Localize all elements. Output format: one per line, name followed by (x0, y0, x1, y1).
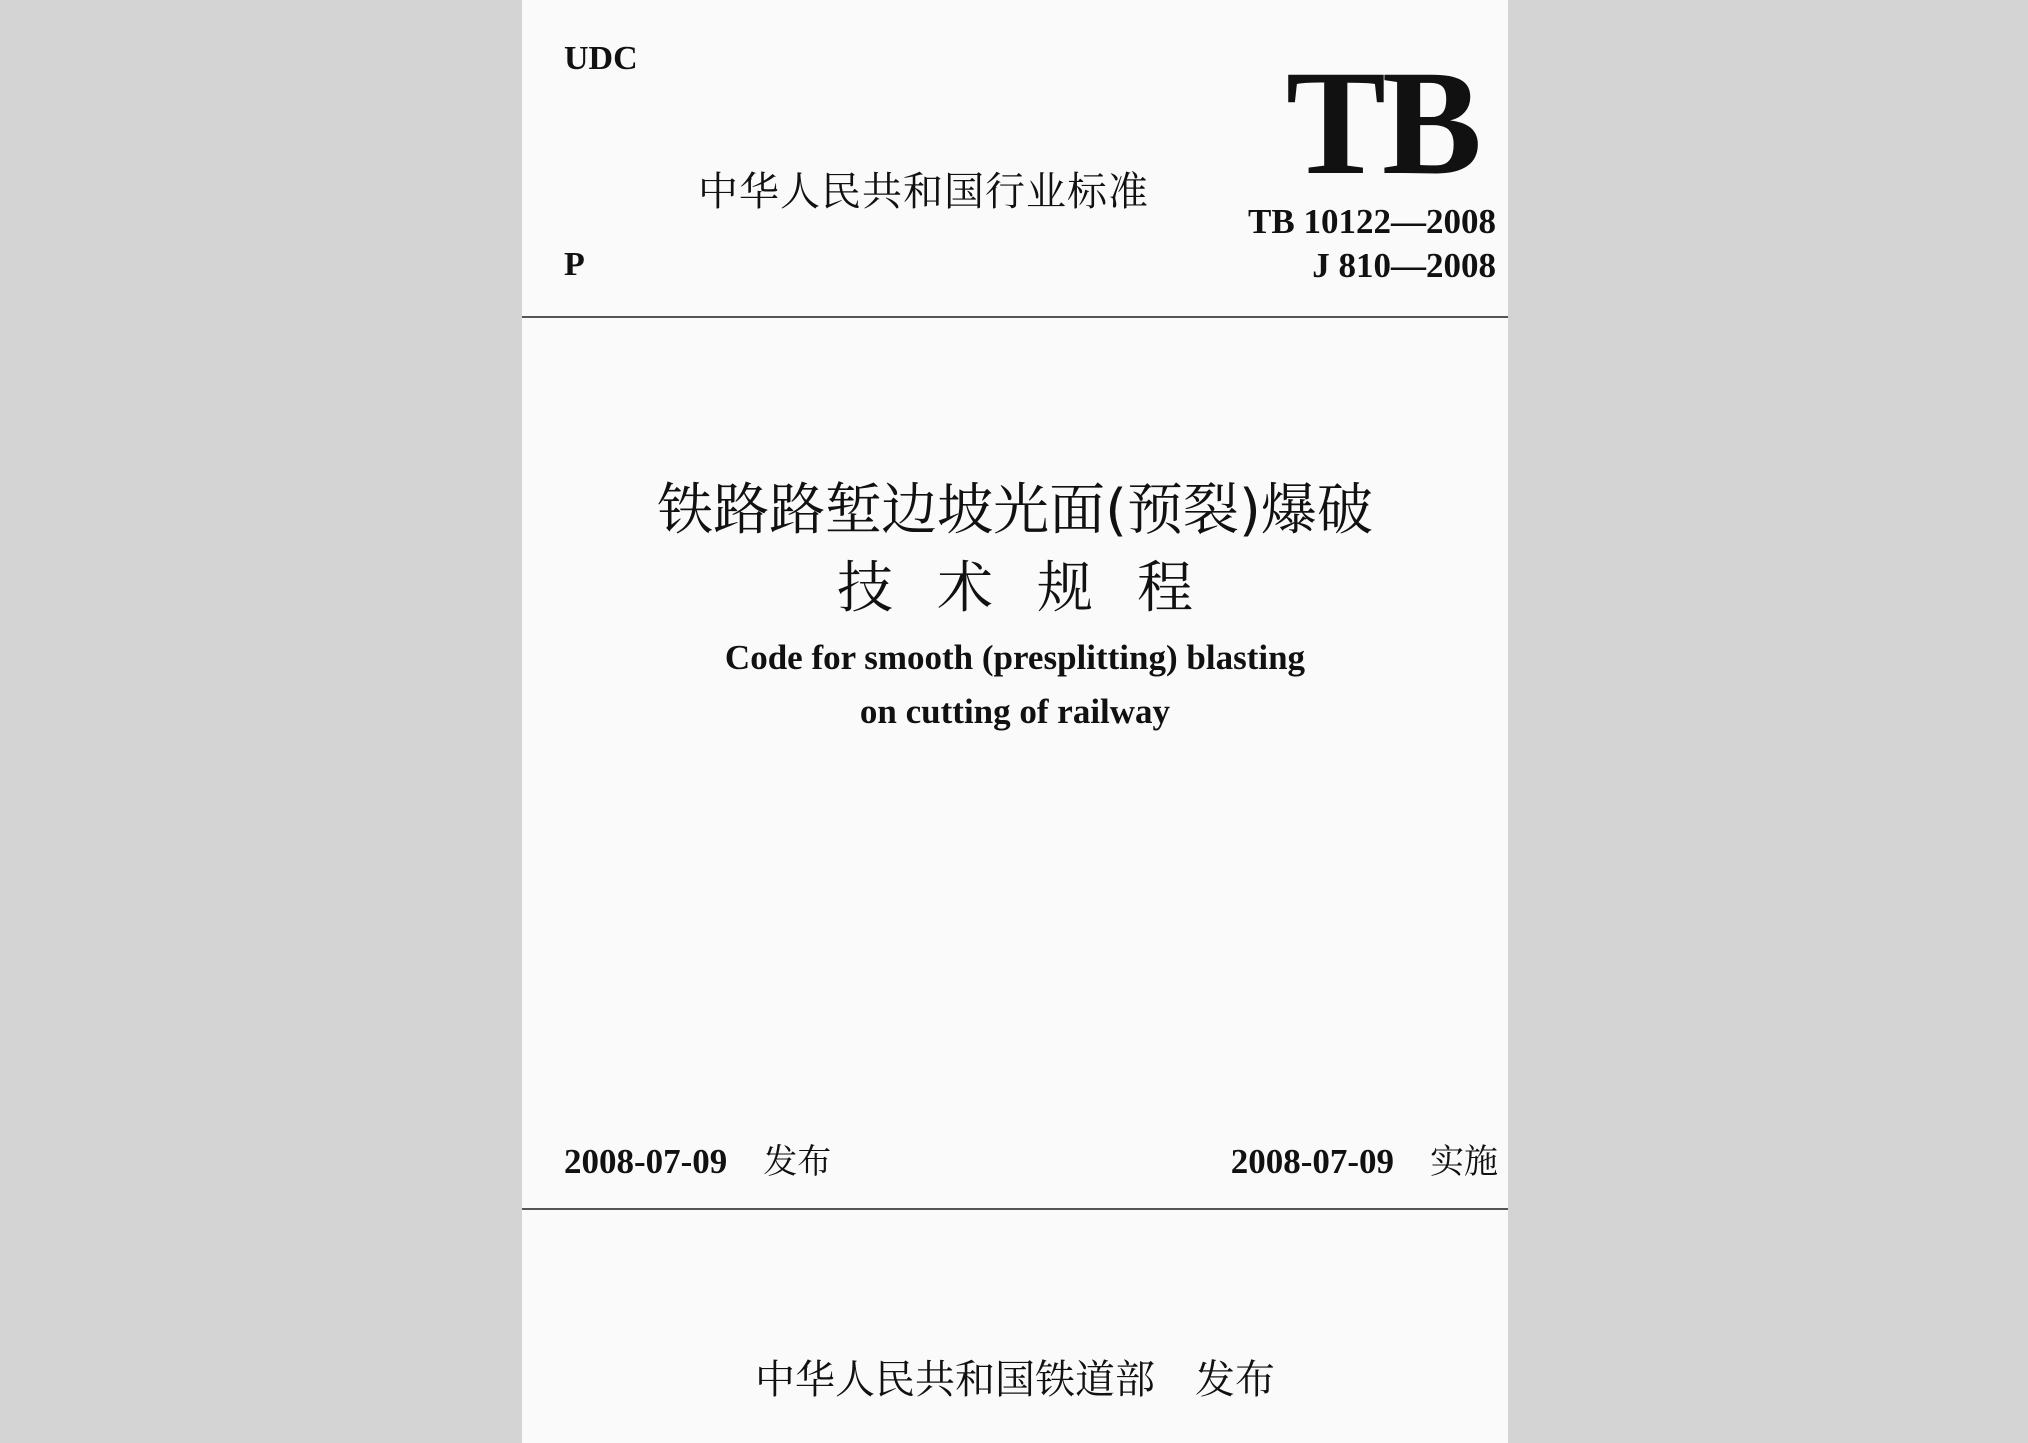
publisher-name: 中华人民共和国铁道部 (755, 1357, 1155, 1403)
document-cover (522, 0, 1508, 1443)
issue-label: 发布 (763, 1142, 832, 1182)
publisher-block (522, 1348, 1508, 1405)
standard-number: TB 10122—2008 (1248, 202, 1496, 241)
effective-date-block (1231, 1134, 1498, 1183)
effective-date: 2008-07-09 (1230, 1142, 1394, 1181)
title-en-line1: Code for smooth (presplitting) blasting (724, 638, 1306, 677)
classification-code: P (564, 246, 585, 283)
record-number: J 810—2008 (1312, 246, 1496, 285)
publish-label: 发布 (1195, 1357, 1275, 1403)
udc-label: UDC (564, 40, 638, 77)
issue-date-block (564, 1134, 831, 1183)
top-divider (522, 316, 1508, 318)
tb-logo: TB (1285, 40, 1478, 206)
issue-date: 2008-07-09 (564, 1142, 728, 1181)
bottom-divider (522, 1208, 1508, 1210)
effective-label: 实施 (1430, 1142, 1498, 1182)
standard-type-cn: 中华人民共和国行业标准 (698, 169, 1149, 215)
title-cn-line1: 铁路路堑边坡光面(预裂)爆破 (657, 478, 1373, 543)
title-en-line2: on cutting of railway (859, 692, 1171, 731)
title-cn-line2: 技术规程 (837, 556, 1237, 621)
